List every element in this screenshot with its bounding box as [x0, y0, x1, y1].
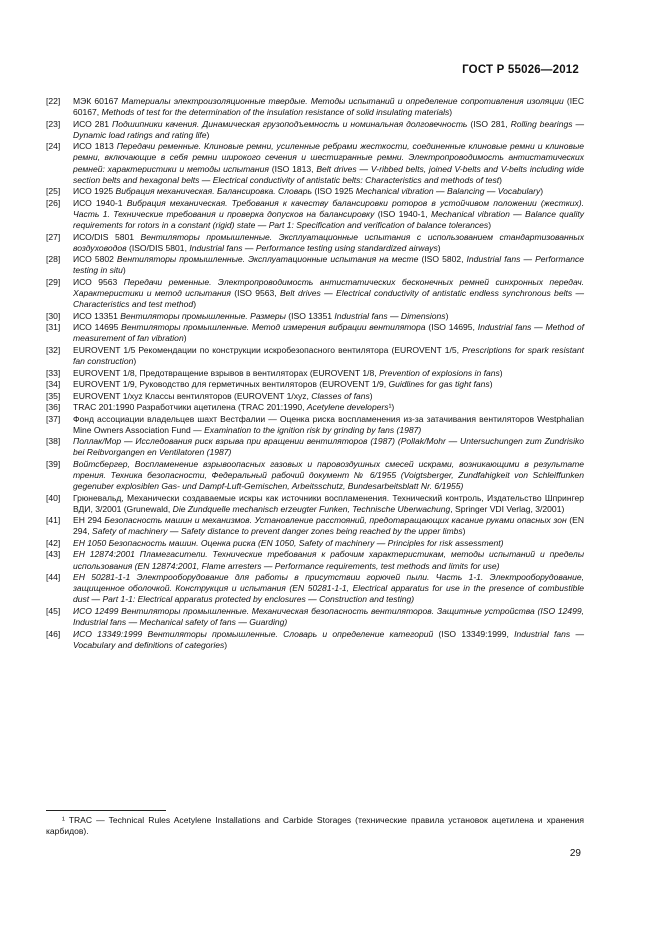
reference-text-part: Вибрация механическая. Балансировка. Словарь — [115, 186, 313, 197]
reference-text-part: ИСО 1813 — [73, 141, 117, 152]
reference-number: [35] — [46, 390, 61, 401]
reference-number: [24] — [46, 141, 61, 152]
reference-item — [46, 186, 584, 197]
reference-number: [43] — [46, 549, 61, 560]
reference-text-part: ) — [206, 129, 210, 140]
reference-text-part: EUROVENT 1/xyz Классы вентиляторов (EUROVENT 1/xyz, — [73, 390, 312, 401]
reference-number: [25] — [46, 186, 61, 197]
reference-number: [39] — [46, 458, 61, 469]
reference-text — [73, 254, 584, 276]
reference-text — [73, 186, 584, 197]
reference-text-part: Mechanical vibration — Balancing — Vocabulary — [355, 186, 541, 197]
reference-text-part: ) — [183, 333, 187, 344]
reference-item — [46, 379, 584, 390]
reference-item — [46, 141, 584, 186]
reference-text-part: Die Zundquelle mechanisch erzeugter Funken, Technische Uberwachung — [172, 503, 451, 514]
reference-item — [46, 254, 584, 276]
reference-text-part: Acetylene developers — [306, 402, 389, 413]
reference-text-part: ЕН 1050 Безопасность машин. Оценка риска (EN 1050, Safety of machinery — Principles for risk assessment) — [73, 537, 504, 548]
reference-text — [73, 493, 584, 515]
reference-text — [73, 549, 584, 571]
reference-text-part: (ISO 5802, — [418, 254, 467, 265]
reference-item — [46, 629, 584, 651]
reference-text-part: EUROVENT 1/5 Рекомендации по конструкции искробезопасного вентилятора (EUROVENT 1/5, — [73, 344, 463, 355]
reference-text-part: ЕН 294 — [73, 515, 105, 526]
reference-text-part: Материалы электроизоляционные твердые. Методы испытаний и определение сопротивления изоляции — [121, 96, 564, 106]
reference-item — [46, 606, 584, 628]
reference-text-part: ЕН 12874:2001 Пламегасители. Технические требования к рабочим характеристикам, методы испытаний и пределы использования (EN 12874:2001, Flame arresters — Performance requirements, test methods and limits for use) — [73, 549, 584, 571]
reference-text — [73, 345, 584, 367]
footnote: ¹ TRAC — Technical Rules Acetylene Installations and Carbide Storages (технические правила установок ацетилена и хранения карбидов). — [46, 815, 584, 837]
reference-list — [46, 96, 584, 651]
reference-text-part: ) — [369, 390, 373, 401]
reference-text — [73, 414, 584, 436]
reference-number: [26] — [46, 197, 61, 208]
reference-text-part: , Springer VDI Verlag, 3/2001) — [450, 503, 565, 514]
reference-text-part: Examination to the ignition risk by grinding by fans (1987) — [204, 424, 422, 435]
reference-item — [46, 572, 584, 605]
reference-text-part: Prescriptions for spark resistant fan construction — [73, 344, 585, 367]
reference-text — [73, 141, 584, 186]
reference-text — [73, 629, 584, 651]
reference-text-part: Вентиляторы промышленные. Метод измерения вибрации вентилятора — [121, 322, 426, 333]
reference-text — [73, 277, 584, 310]
reference-text — [73, 572, 584, 605]
reference-item — [46, 277, 584, 310]
reference-text — [73, 232, 584, 254]
reference-text-part: ИСО 1925 — [73, 186, 116, 197]
reference-text-part: Belt drives — Electrical conductivity of antistatic endless synchronous belts — Characteristics and test method — [73, 288, 584, 310]
reference-text-part: Грюневальд, Механически создаваемые искры как источники воспламенения. Технический контроль, Издательство Шпрингер ВДИ, 3/2001 (Grunewald, — [73, 492, 584, 514]
reference-item — [46, 459, 584, 492]
reference-text — [73, 459, 584, 492]
reference-text-part: Industrial fans — Vocabulary and definitions of categories — [73, 628, 584, 650]
reference-text-part: ИСО/DIS 5801 — [73, 231, 141, 242]
reference-text — [73, 436, 584, 458]
reference-number: [30] — [46, 310, 61, 321]
reference-text-part: ) — [193, 299, 197, 310]
reference-text-part: ) — [462, 526, 466, 537]
reference-text — [73, 368, 584, 379]
reference-text — [73, 538, 584, 549]
reference-text-part: (ISO 9563, — [230, 288, 280, 299]
reference-text-part: EUROVENT 1/9, Руководство для герметичных вентиляторов (EUROVENT 1/9, — [73, 379, 389, 390]
reference-text-part: Methods of test for the determination of the insulation resistance of solid insulating materials — [101, 107, 450, 118]
reference-number: [27] — [46, 231, 61, 242]
reference-number: [38] — [46, 436, 61, 447]
reference-text-part: Вентиляторы промышленные. Словарь и определение категорий — [147, 628, 434, 639]
reference-text-part: Mechanical vibration — Balance quality requirements for rotors in a constant (rigid) state — Part 1: Specification and verification of balance tolerances — [73, 208, 584, 231]
reference-text-part: ) — [445, 310, 449, 321]
reference-text-part: (ISO 1813, — [268, 163, 317, 174]
reference-item — [46, 232, 584, 254]
reference-text-part: ) — [224, 639, 228, 650]
reference-text — [73, 198, 584, 231]
reference-number: [42] — [46, 537, 61, 548]
reference-item — [46, 549, 584, 571]
reference-number: [28] — [46, 254, 61, 265]
reference-text-part: (ISO/DIS 5801, — [126, 242, 190, 253]
reference-text-part: TRAC 201:1990 Разработчики ацетилена (TRAC 201:1990, — [73, 402, 307, 413]
reference-text-part: (ISO 281, — [467, 118, 511, 129]
reference-item — [46, 391, 584, 402]
reference-item — [46, 538, 584, 549]
reference-text-part: Передачи ременные. Электропроводимость антистатических бесконечных ремней синхронных передач. Характеристики и метод испытания — [73, 276, 584, 299]
reference-text-part: ) — [499, 174, 502, 185]
reference-text-part: Industrial fans — Performance testing using standardized airways — [189, 242, 438, 253]
reference-item — [46, 322, 584, 344]
reference-text-part: Поллак/Мор — Исследования риск взрыва при вращении вентиляторов (1987) (Pollak/Mohr — Untersuchungen zum Zundrisiko bei Reibvorgangen en Ventilatoren (1987) — [73, 436, 584, 458]
reference-text-part: МЭК 60167 — [73, 96, 122, 106]
reference-text-part: Вентиляторы промышленные. Размеры — [120, 310, 286, 321]
reference-item — [46, 96, 584, 118]
reference-text — [73, 606, 584, 628]
reference-text-part: ) — [488, 220, 492, 231]
reference-text-part: (ISO 1925 — [312, 186, 356, 197]
reference-number: [37] — [46, 413, 61, 424]
reference-text-part: ИСО 14695 — [73, 322, 122, 333]
reference-text-part: Industrial fans — Performance testing in situ — [73, 254, 584, 276]
reference-text — [73, 96, 584, 118]
reference-text-part: ) — [133, 356, 137, 367]
reference-item — [46, 345, 584, 367]
reference-text-part: Industrial fans — Dimensions — [334, 310, 446, 321]
page-number: 29 — [569, 848, 581, 859]
reference-text — [73, 379, 584, 390]
reference-text-part: Фонд ассоциации владельцев шахт Вестфалии — Оценка риска воспламенения из-за затачивания вентиляторов Westphalian Mine Owners Association Fund — — [73, 413, 584, 435]
reference-item — [46, 402, 584, 413]
reference-text-part: Safety of machinery — Safety distance to prevent danger zones being reached by the upper limbs — [92, 526, 463, 537]
reference-text — [73, 311, 584, 322]
reference-text-part: Подшипники качения. Динамическая грузоподъемность и номинальная долговечность — [112, 118, 468, 129]
reference-text-part: Вибрация механическая. Требования к качеству балансировки роторов в устойчивом положении (жестких). Часть 1. Технические требования и проверка допусков на балансировку — [73, 197, 584, 219]
reference-item — [46, 493, 584, 515]
reference-number: [33] — [46, 367, 61, 378]
reference-text-part: ИСО 12499 Вентиляторы промышленные. Механическая безопасность вентиляторов. Защитные устройства (ISO 12499, Industrial fans — Mechanical safety of fans — Guarding) — [73, 605, 584, 628]
reference-text — [73, 402, 584, 413]
reference-text-part: ) — [437, 242, 441, 253]
reference-text — [73, 322, 584, 344]
reference-text-part: Classes of fans — [311, 390, 370, 401]
reference-number: [32] — [46, 344, 61, 355]
document-header: ГОСТ Р 55026—2012 — [462, 64, 579, 76]
reference-text-part: Безопасность машин и механизмов. Установление расстояний, предотвращающих касание руками опасных зон — [104, 515, 567, 526]
reference-text-part: ¹) — [388, 402, 395, 413]
reference-number: [29] — [46, 276, 61, 287]
reference-text — [73, 391, 584, 402]
footnote-divider — [46, 810, 166, 811]
reference-text-part: (IEC 60167, — [73, 96, 585, 118]
reference-item — [46, 368, 584, 379]
reference-text-part: EUROVENT 1/8, Предотвращение взрывов в вентиляторах (EUROVENT 1/8, — [73, 367, 380, 378]
reference-item — [46, 436, 584, 458]
reference-text-part: ИСО 281 — [73, 118, 112, 129]
reference-text — [73, 119, 584, 141]
reference-text-part: ) — [489, 379, 493, 390]
reference-number: [36] — [46, 402, 61, 413]
reference-number: [45] — [46, 605, 61, 616]
reference-number: [46] — [46, 628, 61, 639]
reference-text-part: (ISO 14695, — [425, 322, 478, 333]
reference-text-part: ИСО 9563 — [73, 276, 124, 287]
reference-text-part: Rolling bearings — Dynamic load ratings and rating life — [73, 118, 584, 140]
reference-text-part: ) — [122, 265, 126, 276]
reference-item — [46, 311, 584, 322]
reference-number: [40] — [46, 492, 61, 503]
reference-number: [34] — [46, 379, 61, 390]
reference-item — [46, 515, 584, 537]
reference-number: [41] — [46, 515, 61, 526]
reference-text-part: (ISO 13351 — [285, 310, 335, 321]
reference-text-part: ИСО 13351 — [73, 310, 121, 321]
reference-text-part: ) — [449, 107, 453, 118]
reference-item — [46, 414, 584, 436]
reference-text-part: Industrial fans — Method of measurement of fan vibration — [73, 322, 584, 344]
reference-text — [73, 515, 584, 537]
reference-text-part: Передачи ременные. Клиновые ремни, усиленные ребрами жесткости, соединенные клиновые ремни и клиновые ремни, включающие в себя ремни широкого сечения и шестигранные ремни. Электропроводимость антистатических ремней: характеристики и методы испытания — [73, 141, 585, 174]
reference-text-part: ИСО 13349:1999 — [73, 628, 148, 639]
reference-text-part: (ISO 13349:1999, — [433, 628, 515, 639]
reference-text-part: Войтсбергер, Воспламенение взрывоопасных газовых и паровоздушных смесей искрами, возникающими в результате трения. Техника безопасности, Федеральный рабочий документ № 6/1955 (Voigtsberger, Zundfahigkeit von Schleiffunken gegenuber explosiblen Gas- und Dampf-Luft-Gemischen, Arbeitsschutz, Bundesarbeitsblatt Nr. 6/1955) — [73, 458, 584, 492]
reference-text-part: Prevention of explosions in fans — [379, 367, 500, 378]
reference-text-part: ИСО 5802 — [73, 254, 117, 265]
reference-number: [44] — [46, 572, 61, 583]
reference-text-part: (ISO 1940-1, — [374, 208, 431, 219]
reference-item — [46, 198, 584, 231]
reference-text-part: Belt drives — V-ribbed belts, joined V-belts and V-belts including wide section belts and hexagonal belts — Electrical conductivity of antistatic belts: Characteristics and methods of test — [73, 163, 584, 185]
reference-text-part: ЕН 50281-1-1 Электрооборудование для работы в присутствии горючей пыли. Часть 1-1. Электрооборудование, защищенное оболочкой. Конструкция и испытания (EN 50281-1-1, Electrical apparatus for use in the presence of combustible dust — Part 1-1: Electrical apparatus protected by enclosures — Construction and testing) — [73, 572, 584, 605]
reference-number: [22] — [46, 96, 61, 106]
reference-number: [31] — [46, 322, 61, 333]
reference-text-part: ) — [540, 186, 544, 197]
reference-text-part: Вентиляторы промышленные. Эксплуатационные испытания на месте — [116, 254, 419, 265]
reference-text-part: ИСО 1940-1 — [73, 197, 127, 208]
reference-text-part: (EN 294, — [73, 515, 584, 537]
reference-number: [23] — [46, 118, 61, 129]
reference-item — [46, 119, 584, 141]
reference-text-part: Guidlines for gas tight fans — [388, 379, 490, 390]
reference-text-part: ) — [499, 367, 503, 378]
reference-text-part: Вентиляторы промышленные. Эксплуатационные испытания с использованием стандартизованных воздуховодов — [73, 231, 584, 253]
